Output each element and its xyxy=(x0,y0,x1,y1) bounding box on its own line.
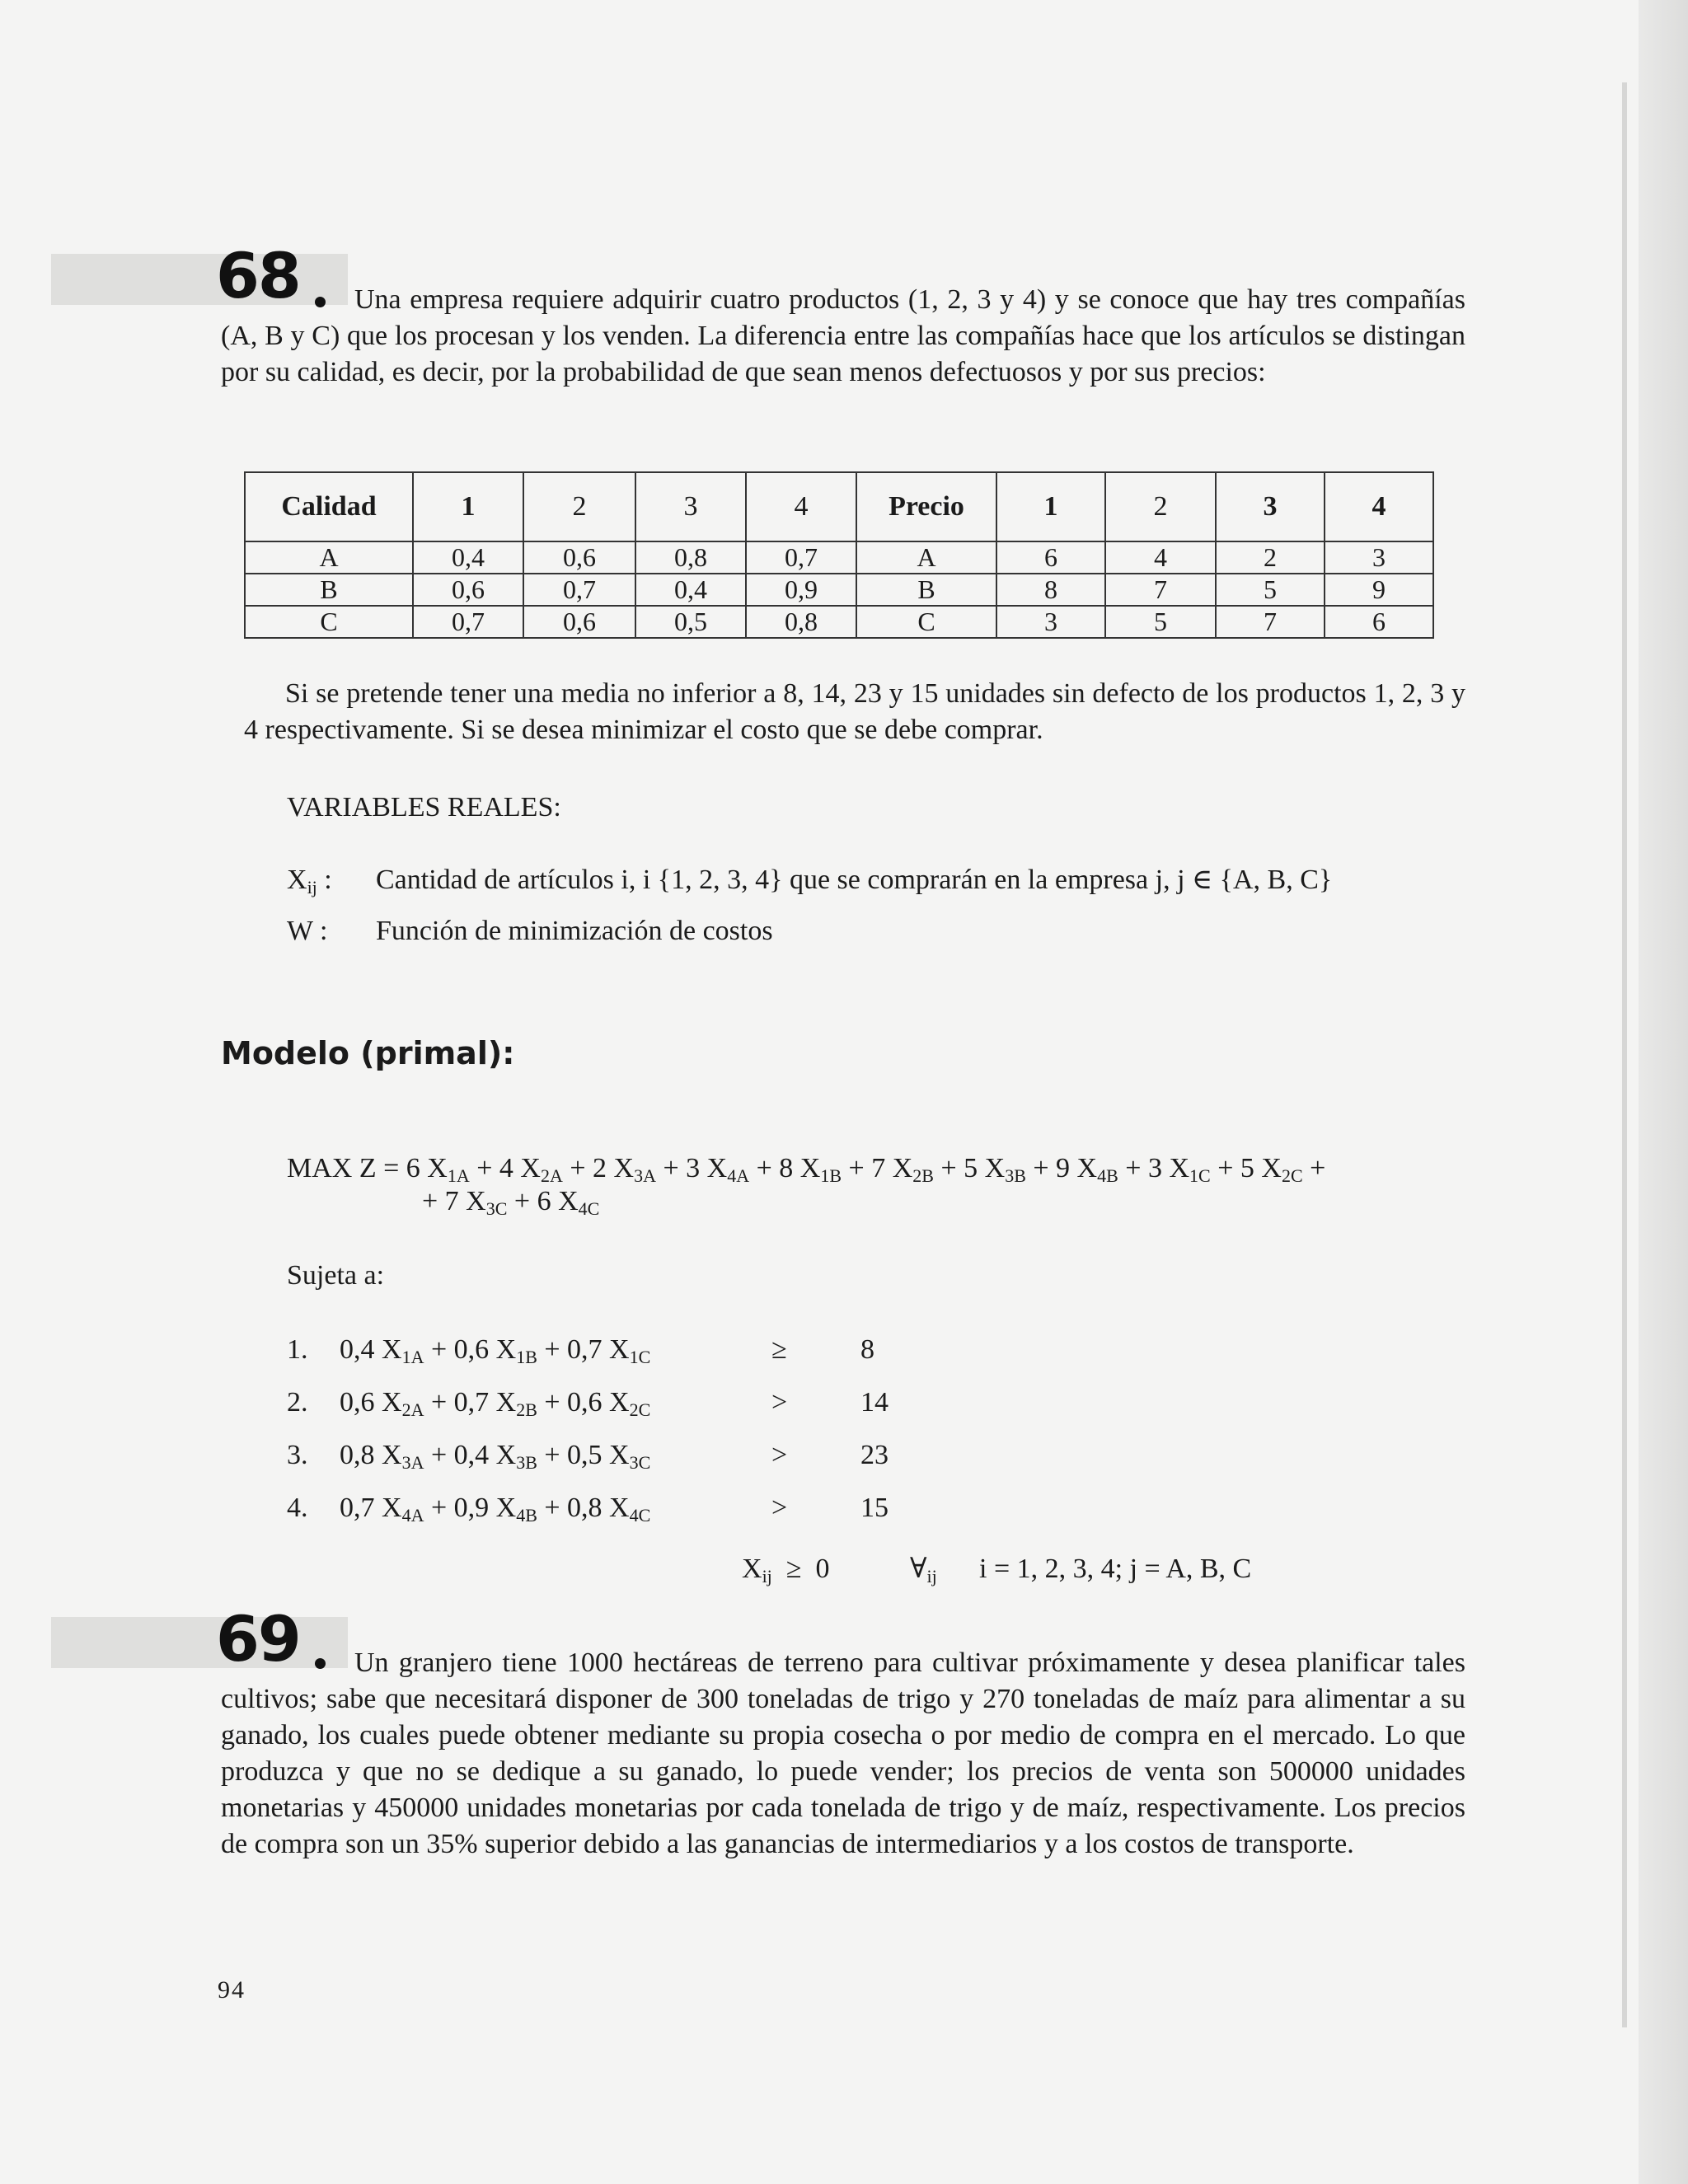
table-cell: C xyxy=(856,606,996,638)
table-cell: 0,8 xyxy=(635,541,746,574)
constraint-rhs: 15 xyxy=(860,1493,889,1523)
table-cell: 6 xyxy=(996,541,1105,574)
constraint-expression: 0,4 $X_{1A} + 0,6$ $X_{1B} + 0,7$ $X_{1C}$ xyxy=(340,1334,651,1367)
table-cell: 0,7 xyxy=(413,606,523,638)
problem-68-text: Una empresa requiere adquirir cuatro productos (1, 2, 3 y 4) y se conoce que hay tres compañías (A, B y C) que los procesan y los venden. La diferencia entre las compañías hace que los artículos se distingan por su calidad, es decir, por la probabilidad de que sean menos defectuosos y por sus precios: xyxy=(221,284,1465,387)
table-cell: C xyxy=(245,606,413,638)
table-cell: 0,6 xyxy=(523,541,635,574)
page-number: 94 xyxy=(218,1976,246,2004)
table-cell: 7 xyxy=(1216,606,1325,638)
table-cell: 0,6 xyxy=(413,574,523,606)
constraint-expression: 0,8 $X_{3A} + 0,4$ $X_{3B} + 0,5$ $X_{3C}$ xyxy=(340,1440,651,1473)
constraint-number: 1. xyxy=(287,1334,308,1365)
table-row xyxy=(245,606,1433,638)
table-header-cell: 4 xyxy=(1325,472,1433,541)
constraint-expression: 0,6 $X_{2A} + 0,7$ $X_{2B} + 0,6$ $X_{2C}$ xyxy=(340,1387,651,1420)
problem-69-statement xyxy=(221,1645,1465,1863)
table-cell: 0,7 xyxy=(523,574,635,606)
quality-price-table xyxy=(244,471,1434,639)
table-row xyxy=(245,541,1433,574)
table-cell: 0,5 xyxy=(635,606,746,638)
index-domain: i = 1, 2, 3, 4; j = A, B, C xyxy=(979,1554,1252,1584)
table-header-cell: 3 xyxy=(635,472,746,541)
table-header-row xyxy=(245,472,1433,541)
table-header-cell: 4 xyxy=(746,472,856,541)
table-cell: 0,9 xyxy=(746,574,856,606)
problem-68-goal xyxy=(244,676,1465,748)
var-x-description: Cantidad de artículos i, i {1, 2, 3, 4} que se comprarán en la empresa j, j ∈ {A, B, C} xyxy=(376,865,1333,895)
problem-68-statement xyxy=(221,282,1465,391)
table-cell: 3 xyxy=(996,606,1105,638)
objective-function-line-1: MAX Z = 6 $X_{1A} + 4$ $X_{2A} + 2$ $X_{3A} + 3$ $X_{4A} + 8$ $X_{1B} + 7$ $X_{2B} + 5$ $X_{3B} + 9$ $X_{4B} + 3$ $X_{1C} + 5$ $X_{2C}$ + xyxy=(287,1153,1326,1186)
table-header-cell: 3 xyxy=(1216,472,1325,541)
table-cell: 6 xyxy=(1325,606,1433,638)
nonnegativity-constraint: $X_{ij} \ge 0$ xyxy=(742,1554,830,1586)
constraint-operator: ≥ xyxy=(771,1334,787,1365)
table-header-cell: Precio xyxy=(856,472,996,541)
constraint-operator: > xyxy=(771,1387,788,1418)
page-shadow xyxy=(1639,0,1688,2184)
var-x-symbol: $X_{ij}$ : xyxy=(287,865,332,898)
subject-to-label: Sujeta a: xyxy=(287,1260,385,1291)
constraint-rhs: 14 xyxy=(860,1387,889,1418)
constraint-rhs: 8 xyxy=(860,1334,874,1365)
table-header-cell: 2 xyxy=(523,472,635,541)
constraint-operator: > xyxy=(771,1493,788,1523)
table-cell: 4 xyxy=(1105,541,1216,574)
table-cell: A xyxy=(245,541,413,574)
forall-quantifier: $\forall_{ij}$ xyxy=(910,1554,937,1586)
model-heading: Modelo (primal): xyxy=(221,1035,515,1071)
table-cell: 3 xyxy=(1325,541,1433,574)
table-header-cell: 2 xyxy=(1105,472,1216,541)
table-row xyxy=(245,574,1433,606)
constraint-number: 3. xyxy=(287,1440,308,1470)
table-header-cell: 1 xyxy=(413,472,523,541)
table-cell: 0,4 xyxy=(413,541,523,574)
table-cell: 9 xyxy=(1325,574,1433,606)
constraint-rhs: 23 xyxy=(860,1440,889,1470)
var-w-description: Función de minimización de costos xyxy=(376,916,773,946)
goal-text: Si se pretende tener una media no inferior a 8, 14, 23 y 15 unidades sin defecto de los productos 1, 2, 3 y 4 respectivamente. Si se desea minimizar el costo que se debe comprar. xyxy=(244,678,1465,745)
table-header-cell: 1 xyxy=(996,472,1105,541)
objective-function-line-2: + 7 $X_{3C} + 6$ $X_{4C}$ xyxy=(422,1186,600,1219)
constraint-operator: > xyxy=(771,1440,788,1470)
problem-number-69: 69 xyxy=(216,1602,300,1675)
table-cell: 5 xyxy=(1105,606,1216,638)
table-cell: 2 xyxy=(1216,541,1325,574)
table-cell: B xyxy=(245,574,413,606)
variables-title: VARIABLES REALES: xyxy=(287,792,561,823)
table-cell: 0,4 xyxy=(635,574,746,606)
constraint-expression: 0,7 $X_{4A} + 0,9$ $X_{4B} + 0,8$ $X_{4C}$ xyxy=(340,1493,651,1526)
var-w-symbol: W : xyxy=(287,916,328,946)
table-header-cell: Calidad xyxy=(245,472,413,541)
table-cell: 0,7 xyxy=(746,541,856,574)
constraint-number: 2. xyxy=(287,1387,308,1418)
problem-number-68: 68 xyxy=(216,239,300,312)
problem-69-text: Un granjero tiene 1000 hectáreas de terreno para cultivar próximamente y desea planificar tales cultivos; sabe que necesitará disponer de 300 toneladas de trigo y 270 toneladas de maíz para alimentar a su ganado, los cuales puede obtener mediante su propia cosecha o por medio de compra en el mercado. Lo que produzca y que no se dedique a su ganado, lo puede vender; los precios de venta son 500000 unidades monetarias y 450000 unidades monetarias por cada tonelada de trigo y de maíz, respectivamente. Los precios de compra son un 35% superior debido a las ganancias de intermediarios y a los costos de transporte. xyxy=(221,1647,1465,1859)
table-cell: 8 xyxy=(996,574,1105,606)
table-cell: 0,8 xyxy=(746,606,856,638)
table-cell: B xyxy=(856,574,996,606)
page-edge xyxy=(1622,82,1627,2027)
table-cell: 0,6 xyxy=(523,606,635,638)
table-cell: 5 xyxy=(1216,574,1325,606)
table-cell: 7 xyxy=(1105,574,1216,606)
constraint-number: 4. xyxy=(287,1493,308,1523)
table-cell: A xyxy=(856,541,996,574)
